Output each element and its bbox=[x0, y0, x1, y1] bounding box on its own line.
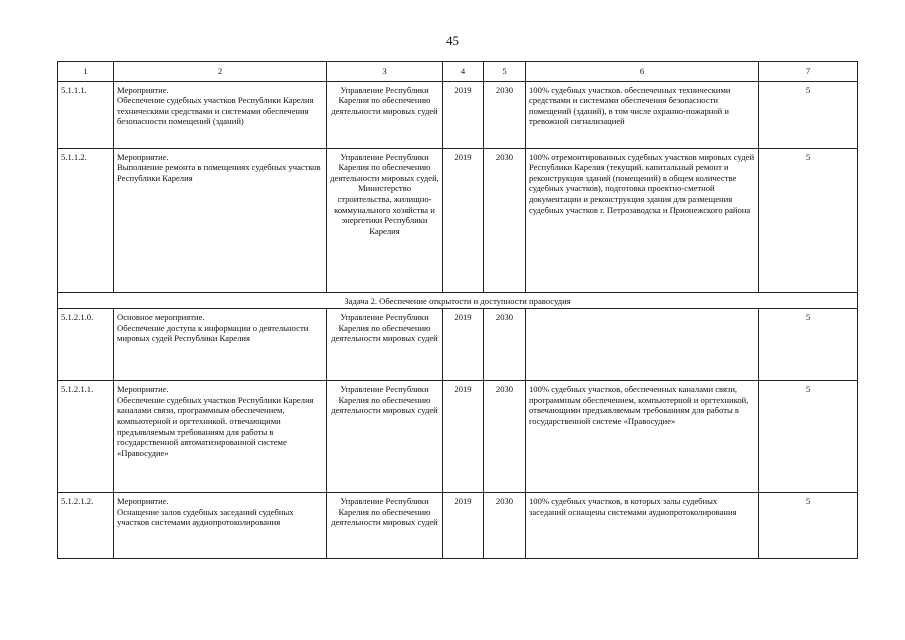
expected-result: 100% отремонтированных судебных участков мировых судей Республики Карелия (текущий. капитальный ремонт и реконструкция зданий (помещений) в общем количестве судебных участков), подготовка проектно-сметной документации и реконструкция здания для размещения судебных участков г. Петрозаводска и Прионежского района bbox=[526, 148, 759, 292]
page-number: 45 bbox=[446, 33, 459, 48]
table-row bbox=[58, 148, 858, 292]
expected-result bbox=[526, 309, 759, 381]
start-year: 2019 bbox=[443, 81, 484, 148]
activity-title: Мероприятие. bbox=[117, 151, 169, 162]
column-header: 5 bbox=[484, 62, 526, 82]
activity-code: 5.1.1.1. bbox=[58, 81, 114, 148]
expected-result: 100% судебных участков, в которых залы судебных заседаний оснащены системами аудиопротоколирования bbox=[526, 493, 759, 559]
activity-executor: Управление Республики Карелия по обеспечению деятельности мировых судей bbox=[327, 381, 443, 493]
activity-name-cell bbox=[114, 148, 327, 292]
expected-result: 100% судебных участков. обеспеченных техническими средствами и системами обеспечения безопасности помещений (зданий), в том числе охранно-пожарной и тревожной сигнализацией bbox=[526, 81, 759, 148]
column-header: 3 bbox=[327, 62, 443, 82]
end-year: 2030 bbox=[484, 81, 526, 148]
indicator-link: 5 bbox=[759, 493, 858, 559]
indicator-link: 5 bbox=[759, 81, 858, 148]
expected-result: 100% судебных участков, обеспеченных каналами связи, программным обеспечением, компьютерной и оргтехникой, отвечающими предъявляемым требованиям для работы в государственной системе «Правосудие» bbox=[526, 381, 759, 493]
column-header: 7 bbox=[759, 62, 858, 82]
activity-description: Выполнение ремонта в помещениях судебных участков Республики Карелия bbox=[117, 162, 321, 183]
activity-code: 5.1.2.1.2. bbox=[58, 493, 114, 559]
column-header: 1 bbox=[58, 62, 114, 82]
activity-title: Мероприятие. bbox=[117, 384, 169, 395]
end-year: 2030 bbox=[484, 309, 526, 381]
activity-executor: Управление Республики Карелия по обеспечению деятельности мировых судей bbox=[327, 81, 443, 148]
activity-name-cell bbox=[114, 309, 327, 381]
start-year: 2019 bbox=[443, 493, 484, 559]
activity-description: Обеспечение судебных участков Республики Карелия техническими средствами и системами обеспечения безопасности помещений (зданий) bbox=[117, 95, 314, 127]
indicator-link: 5 bbox=[759, 309, 858, 381]
activity-title: Основное мероприятие. bbox=[117, 312, 205, 323]
start-year: 2019 bbox=[443, 148, 484, 292]
activity-executor: Управление Республики Карелия по обеспечению деятельности мировых судей bbox=[327, 493, 443, 559]
activity-name-cell bbox=[114, 381, 327, 493]
column-header: 2 bbox=[114, 62, 327, 82]
end-year: 2030 bbox=[484, 381, 526, 493]
indicator-link: 5 bbox=[759, 381, 858, 493]
task-row bbox=[58, 292, 858, 309]
column-header: 6 bbox=[526, 62, 759, 82]
start-year: 2019 bbox=[443, 381, 484, 493]
activity-description: Обеспечение доступа к информации о деятельности мировых судей Республики Карелия bbox=[117, 322, 309, 344]
program-activities-table bbox=[57, 61, 858, 559]
activity-title: Мероприятие. bbox=[117, 84, 169, 95]
column-header: 4 bbox=[443, 62, 484, 82]
activity-executor: Управление Республики Карелия по обеспечению деятельности мировых судей bbox=[327, 309, 443, 381]
activity-executor: Управление Республики Карелия по обеспечению деятельности мировых судей, Министерство строительства, жилищно-коммунального хозяйства и энергетики Республики Карелия bbox=[327, 148, 443, 292]
activity-code: 5.1.2.1.0. bbox=[58, 309, 114, 381]
table-row bbox=[58, 81, 858, 148]
indicator-link: 5 bbox=[759, 148, 858, 292]
activity-title: Мероприятие. bbox=[117, 496, 169, 507]
end-year: 2030 bbox=[484, 493, 526, 559]
table-row bbox=[58, 381, 858, 493]
task-heading: Задача 2. Обеспечение открытости и доступности правосудия bbox=[58, 292, 858, 309]
end-year: 2030 bbox=[484, 148, 526, 292]
activity-name-cell bbox=[114, 493, 327, 559]
table-row bbox=[58, 493, 858, 559]
activity-code: 5.1.1.2. bbox=[58, 148, 114, 292]
activity-name-cell bbox=[114, 81, 327, 148]
activity-description: Оснащение залов судебных заседаний судебных участков системами аудиопротоколирования bbox=[117, 506, 294, 528]
activity-code: 5.1.2.1.1. bbox=[58, 381, 114, 493]
table-row bbox=[58, 309, 858, 381]
header-row bbox=[58, 62, 858, 82]
activity-description: Обеспечение судебных участков Республики Карелия каналами связи, программным обеспечением, компьютерной и оргтехникой. отвечающими предъявляемым требованиям для работы в государственной автоматизированной системе «Правосудие» bbox=[117, 394, 314, 458]
start-year: 2019 bbox=[443, 309, 484, 381]
